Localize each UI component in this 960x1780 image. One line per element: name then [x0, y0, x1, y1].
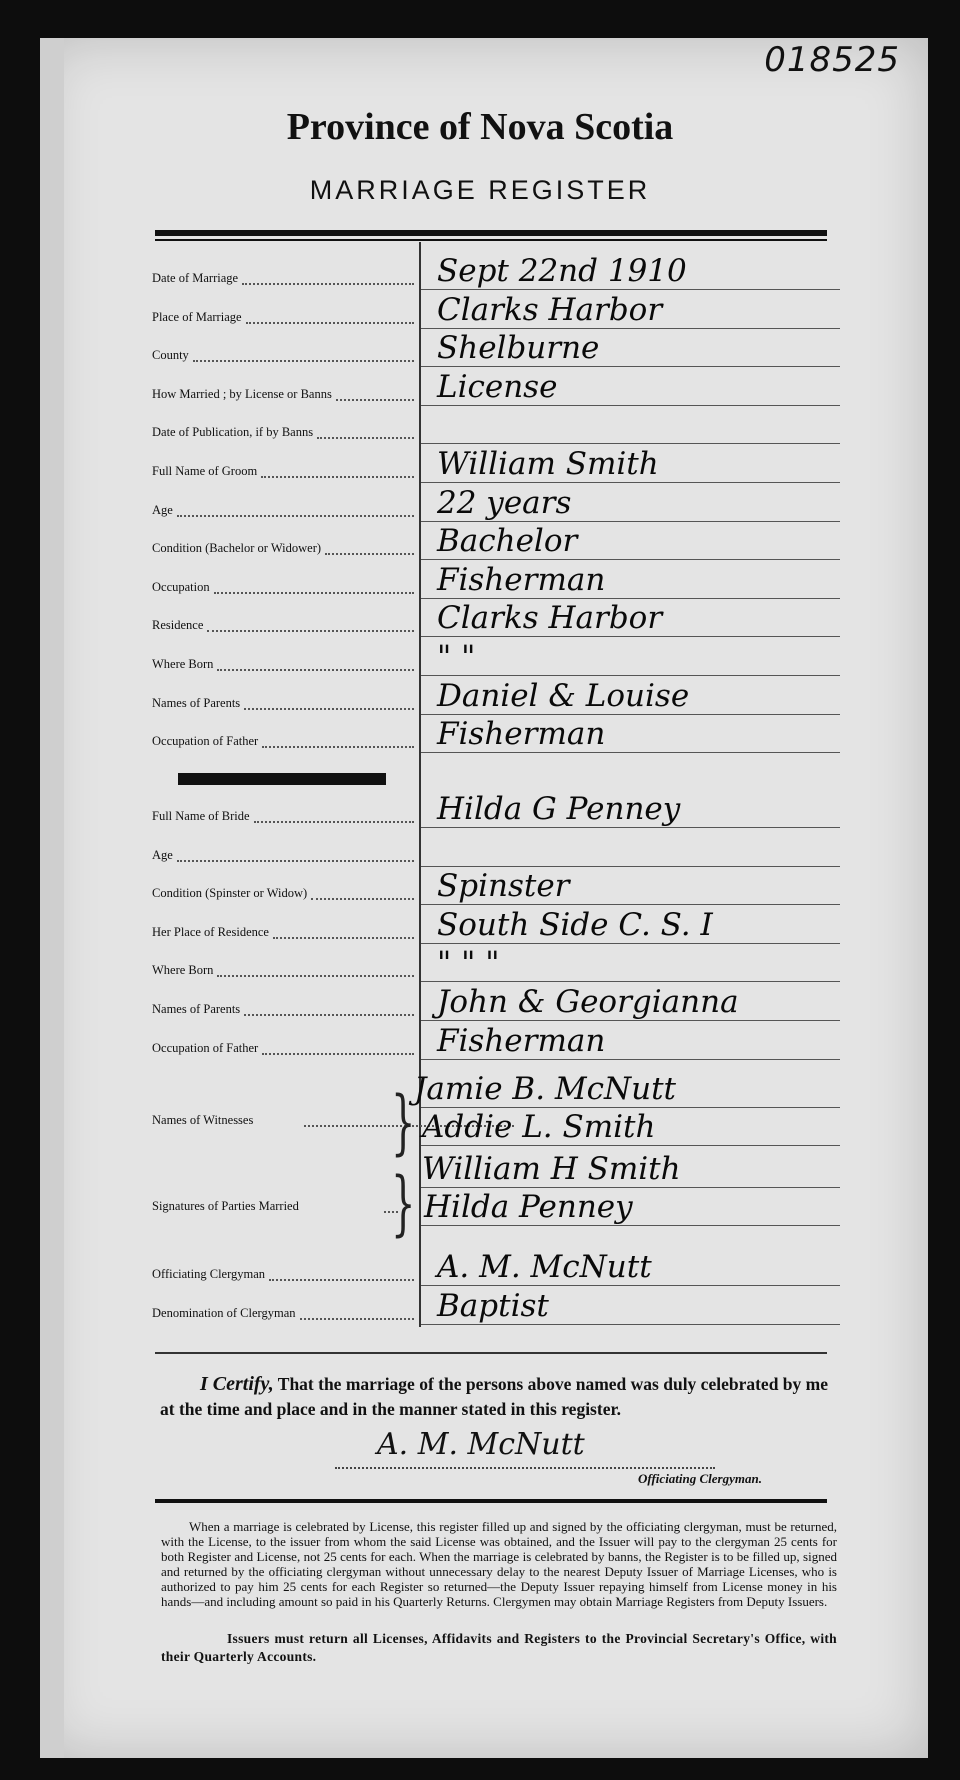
field-label: How Married ; by License or Banns [152, 386, 332, 401]
label-leader-dots [254, 821, 414, 823]
label-leader-dots [262, 1053, 414, 1055]
party-2-value: Hilda Penney [424, 1189, 633, 1225]
groom-field-row [152, 638, 840, 676]
field-value: Fisherman [437, 716, 606, 753]
field-value: Daniel & Louise [437, 677, 690, 714]
field-label: County [152, 348, 189, 363]
groom-field-row [152, 406, 840, 444]
label-leader-dots [242, 283, 414, 285]
groom-field-row [152, 599, 840, 637]
parties-label: Signatures of Parties Married [152, 1199, 299, 1213]
field-label: Date of Publication, if by Banns [152, 425, 314, 440]
witness-1-value: Jamie B. McNutt [414, 1071, 677, 1107]
field-label: Occupation of Father [152, 734, 259, 749]
clergyman-signature-line [335, 1425, 715, 1469]
certify-lead: I Certify, [200, 1373, 274, 1395]
field-label: Names of Parents [152, 695, 241, 710]
party-1-value: William H Smith [422, 1151, 681, 1187]
field-value: Clarks Harbor [437, 600, 663, 637]
clergyman-signature: A. M. McNutt [377, 1427, 585, 1462]
label-leader-dots [217, 669, 414, 671]
field-value: " " [437, 639, 476, 675]
field-line [421, 1059, 840, 1060]
groom-field-row [152, 329, 840, 367]
party-row-1 [152, 1150, 840, 1188]
field-label: Where Born [152, 963, 214, 978]
signature-caption: Officiating Clergyman. [638, 1471, 762, 1486]
bride-field-row [152, 829, 840, 867]
field-value: South Side C. S. I [437, 906, 713, 943]
label-leader-dots [269, 1279, 414, 1281]
bride-section-bar [178, 773, 386, 785]
groom-field-row [152, 715, 840, 753]
label-leader-dots [177, 515, 414, 517]
groom-field-row [152, 561, 840, 599]
field-label: Age [152, 502, 173, 517]
field-value: Fisherman [437, 561, 606, 598]
party-row-2 [152, 1188, 840, 1226]
groom-field-row [152, 291, 840, 329]
certification-text [160, 1372, 830, 1422]
witnesses-label: Names of Witnesses [152, 1113, 254, 1127]
bride-field-row [152, 944, 840, 982]
label-leader-dots [273, 937, 414, 939]
field-label: Occupation of Father [152, 1040, 259, 1055]
clergy-field-row [152, 1248, 840, 1286]
groom-field-row [152, 368, 840, 406]
label-leader-dots [207, 630, 414, 632]
field-label: Place of Marriage [152, 309, 242, 324]
field-value: William Smith [437, 446, 659, 482]
header-rule-thick [155, 230, 827, 236]
label-leader-dots [300, 1318, 415, 1320]
field-value: " " " [437, 945, 500, 982]
label-leader-dots [317, 437, 414, 439]
field-label: Condition (Bachelor or Widower) [152, 541, 322, 556]
field-line [421, 752, 840, 753]
certify-rule [155, 1352, 827, 1354]
label-leader-dots [336, 399, 414, 401]
label-leader-dots [244, 708, 414, 710]
groom-field-row [152, 252, 840, 290]
field-value: Baptist [437, 1287, 549, 1324]
field-line [421, 1145, 840, 1146]
field-value: Shelburne [437, 330, 600, 367]
field-line [421, 1225, 840, 1226]
parties-brace: } [391, 1162, 416, 1244]
certify-statement: That the marriage of the persons above named was duly celebrated by me at the time and place and in the manner stated in this register. [160, 1374, 828, 1419]
field-value: Clarks Harbor [437, 291, 663, 328]
instructions-notice: When a marriage is celebrated by License, this register filled up and signed by the officiating clergyman, must be returned, with the License, to the issuer from whom the said License was obtained, and the Issuer will pay to the clergyman 25 cents for both Register and License, not 25 cents for each. When the marriage is celebrated by banns, the Register is to be filled up, signed and returned by the officiating clergyman without unnecessary delay to the nearest Deputy Issuer of Marriage Licenses, who is authorized to pay him 25 cents for each Register so returned—the Deputy Issuer repaying himself from License money in his hands—and including amount so paid in his Quarterly Returns. Clergymen may obtain Marriage Registers from Deputy Issuers. [161, 1519, 837, 1609]
paper-fold-edge [40, 38, 64, 1758]
issuers-notice: Issuers must return all Licenses, Affidavits and Registers to the Provincial Secretary's Office, with their Quarterly Accounts. [161, 1631, 837, 1664]
field-value: Bachelor [437, 523, 578, 560]
bride-field-row [152, 906, 840, 944]
field-value: John & Georgianna [437, 984, 739, 1020]
bride-field-row [152, 1022, 840, 1060]
notice-rule [155, 1499, 827, 1503]
field-label: Names of Parents [152, 1002, 241, 1016]
field-label: Her Place of Residence [152, 924, 269, 939]
bride-field-row [152, 867, 840, 905]
groom-field-row [152, 677, 840, 715]
label-leader-dots [246, 322, 414, 324]
label-leader-dots [325, 553, 414, 555]
field-label: Full Name of Bride [152, 809, 250, 823]
serial-number: 018525 [764, 40, 900, 80]
label-leader-dots [262, 746, 414, 748]
label-leader-dots [311, 898, 414, 900]
label-leader-dots [217, 975, 414, 977]
field-value: Sept 22nd 1910 [437, 253, 687, 289]
groom-field-row [152, 445, 840, 483]
page-subtitle: MARRIAGE REGISTER [309, 175, 651, 205]
field-value: 22 years [437, 484, 572, 521]
field-value: A. M. McNutt [437, 1249, 652, 1285]
field-label: Officiating Clergyman [152, 1267, 266, 1281]
witness-row-1 [152, 1070, 840, 1108]
label-leader-dots [214, 592, 414, 594]
label-leader-dots [193, 360, 414, 362]
field-label: Residence [152, 618, 204, 633]
page-title: Province of Nova Scotia [286, 106, 674, 148]
field-label: Occupation [152, 579, 210, 594]
field-label: Full Name of Groom [152, 464, 258, 478]
bride-field-row [152, 983, 840, 1021]
clergy-field-row [152, 1287, 840, 1325]
label-leader-dots [177, 860, 414, 862]
field-label: Denomination of Clergyman [152, 1305, 296, 1320]
field-value: Hilda G Penney [437, 791, 681, 827]
field-value: Fisherman [437, 1022, 606, 1059]
field-label: Age [152, 847, 173, 862]
field-label: Condition (Spinster or Widow) [152, 886, 308, 901]
field-value: Spinster [437, 868, 570, 905]
label-leader-dots [244, 1014, 414, 1016]
field-line [421, 1324, 840, 1325]
bride-field-row [152, 790, 840, 828]
field-label: Date of Marriage [152, 271, 239, 285]
witness-row-2 [152, 1108, 840, 1146]
field-value: License [437, 368, 558, 405]
label-leader-dots [261, 476, 414, 478]
groom-field-row [152, 484, 840, 522]
header-rule-thin [155, 239, 827, 241]
field-label: Where Born [152, 657, 214, 671]
groom-field-row [152, 522, 840, 560]
witness-2-value: Addie L. Smith [422, 1109, 656, 1145]
witness-brace: } [391, 1081, 416, 1163]
